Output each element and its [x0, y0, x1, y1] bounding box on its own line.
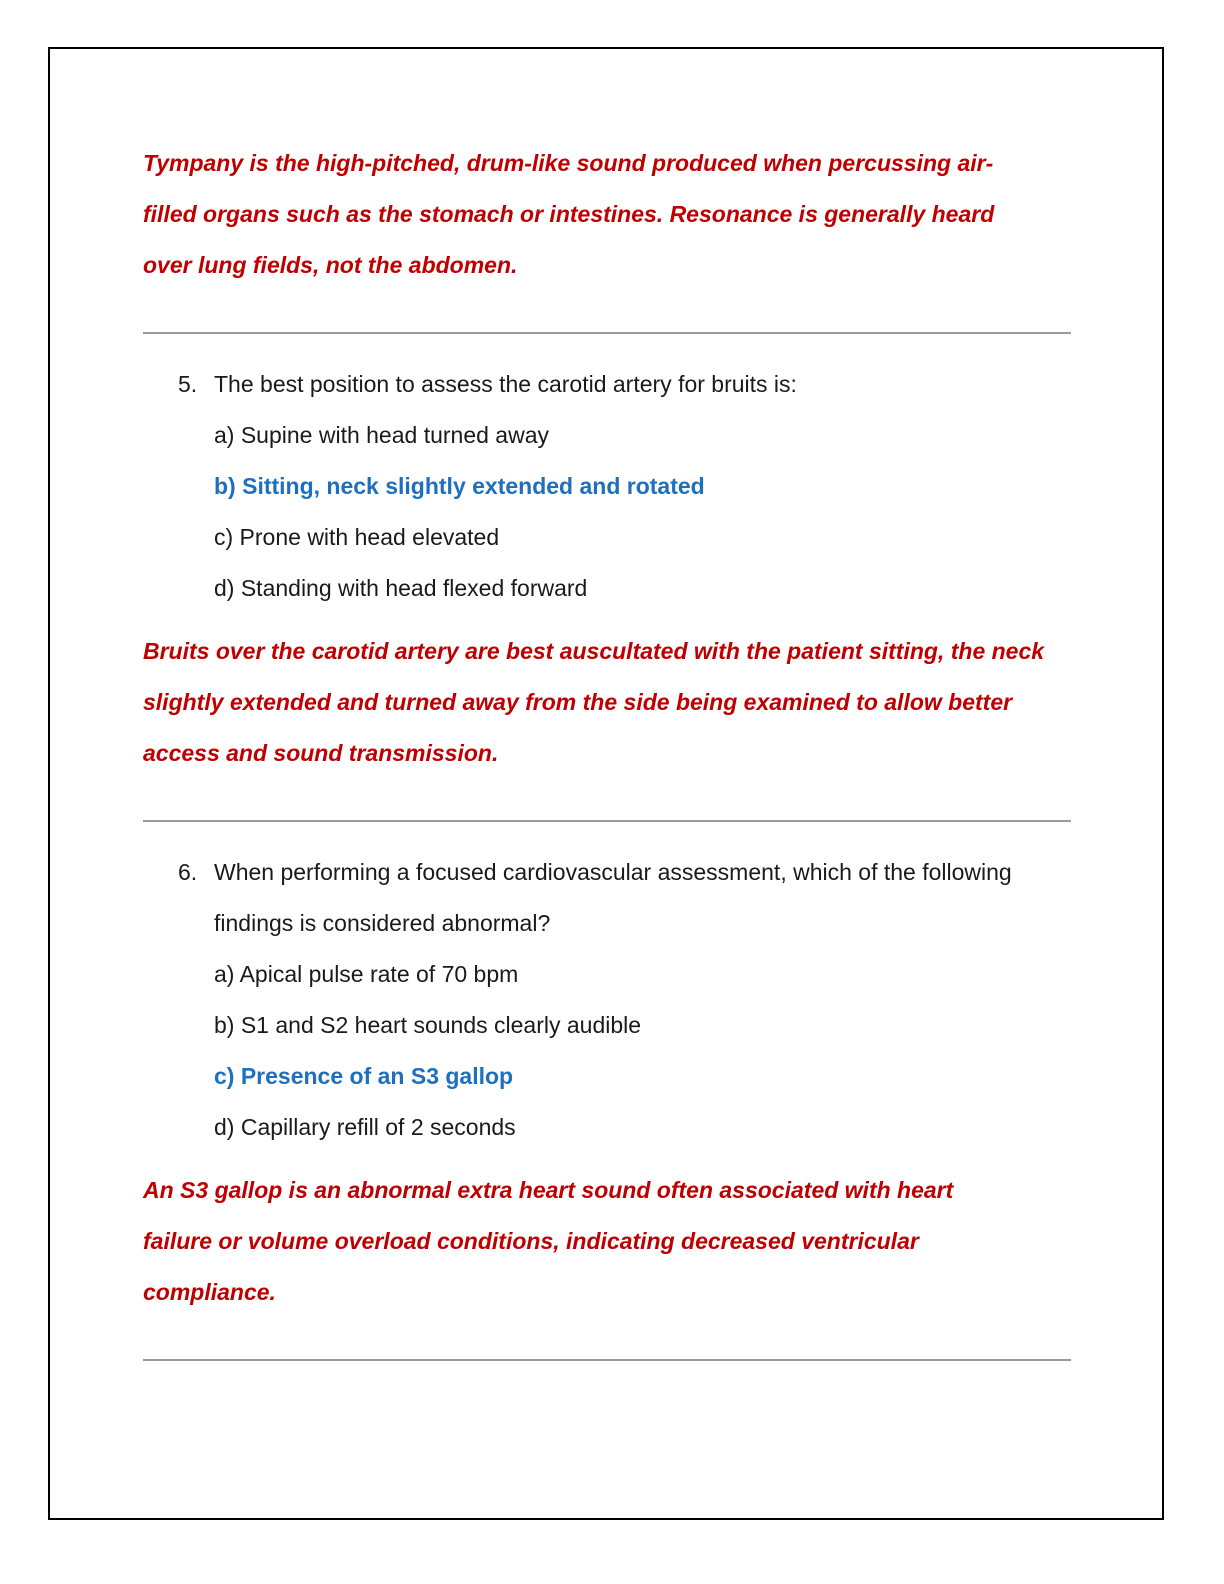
question-text: When performing a focused cardiovascular assessment, which of the following findings is considered abnormal?	[214, 859, 1012, 936]
question-5-rationale: Bruits over the carotid artery are best auscultated with the patient sitting, the neck slightly extended and turned away from the side being examined to allow better access and sound transmission.	[143, 638, 1045, 766]
question-5	[143, 359, 1073, 410]
section-divider	[143, 1359, 1071, 1361]
question-6-rationale: An S3 gallop is an abnormal extra heart sound often associated with heart failure or volume overload conditions, indicating decreased ventricular compliance.	[143, 1177, 954, 1305]
question-number: 5.	[178, 371, 198, 397]
intro-rationale: Tympany is the high-pitched, drum-like sound produced when percussing air-filled organs such as the stomach or intestines. Resonance is generally heard over lung fields, not the abdomen.	[143, 150, 995, 278]
question-6	[143, 847, 1073, 949]
question-number: 6.	[178, 859, 198, 885]
option-a: a) Apical pulse rate of 70 bpm	[214, 961, 519, 987]
option-d: d) Standing with head flexed forward	[214, 575, 588, 601]
question-text: The best position to assess the carotid artery for bruits is:	[214, 371, 797, 397]
option-b-correct: b) Sitting, neck slightly extended and rotated	[214, 473, 705, 499]
option-c: c) Prone with head elevated	[214, 524, 500, 550]
option-a: a) Supine with head turned away	[214, 422, 549, 448]
option-b: b) S1 and S2 heart sounds clearly audible	[214, 1012, 642, 1038]
page-content	[143, 138, 1073, 1361]
option-d: d) Capillary refill of 2 seconds	[214, 1114, 516, 1140]
option-c-correct: c) Presence of an S3 gallop	[214, 1063, 514, 1089]
